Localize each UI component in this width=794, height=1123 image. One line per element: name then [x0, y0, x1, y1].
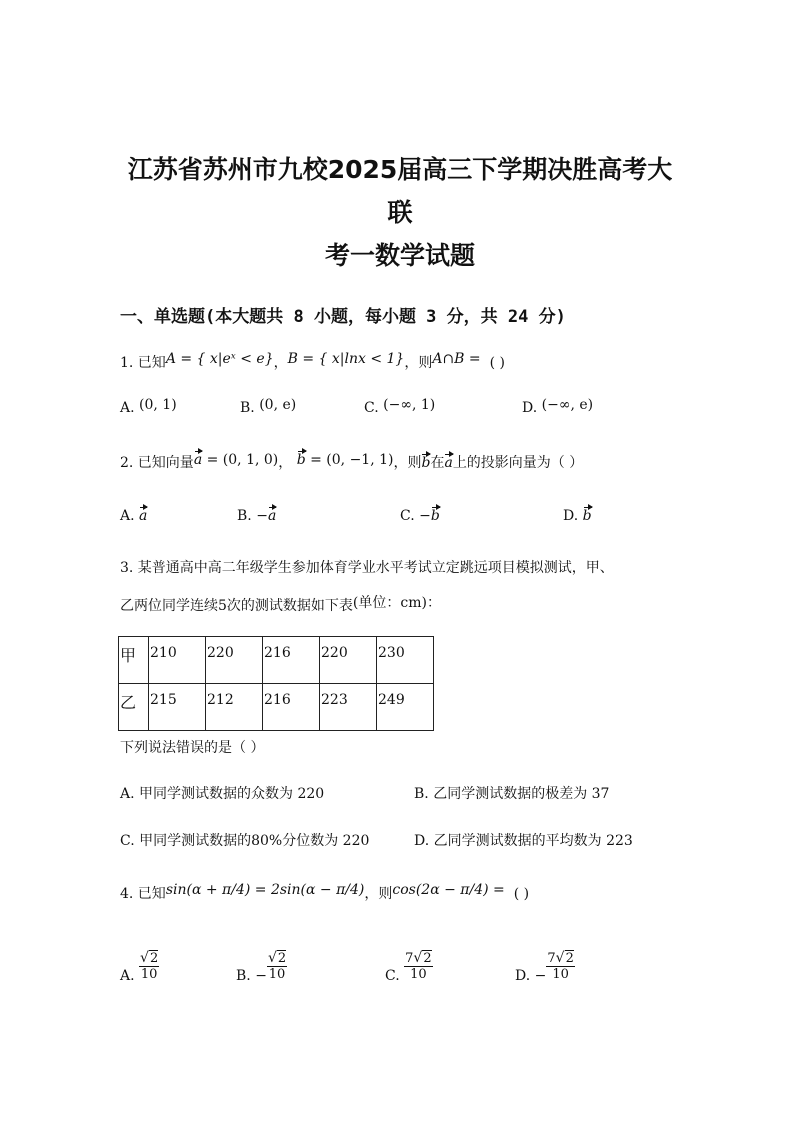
section-heading: 一、单选题(本大题共 8 小题，每小题 3 分，共 24 分) — [120, 307, 566, 327]
question-3-line-1: 3. 某普通高中高二年级学生参加体育学业水平考试立定跳远项目模拟测试，甲、 — [120, 560, 614, 576]
q4-then: ，则 — [364, 886, 393, 902]
q2-option-a[interactable] — [120, 506, 147, 526]
q2-option-c-sign: − — [419, 508, 431, 524]
q1-option-c-value: (−∞, 1) — [383, 397, 436, 413]
q2-vector-b: b — [296, 452, 306, 468]
q4-option-c-fraction: $\frac{7√2}{10}$ — [405, 950, 432, 982]
q4-option-d-label: D. — [515, 968, 531, 984]
document-title — [120, 148, 680, 277]
q4-option-c[interactable] — [385, 950, 433, 992]
q1-option-b[interactable] — [240, 398, 296, 418]
q1-option-a[interactable] — [120, 398, 177, 418]
table-cell: 230 — [377, 637, 434, 684]
q1-option-c[interactable] — [364, 398, 435, 418]
q1-set-b: B = { x|lnx < 1} — [287, 351, 405, 367]
q1-option-d[interactable] — [522, 398, 593, 418]
score-table — [118, 636, 434, 731]
q2-option-c[interactable] — [400, 506, 440, 526]
q1-option-d-value: (−∞, e) — [541, 397, 594, 413]
q2-option-c-label: C. — [400, 508, 415, 524]
q3-question: 下列说法错误的是（ ） — [120, 740, 265, 756]
q4-option-b-label: B. — [236, 968, 251, 984]
question-3-line-2 — [120, 596, 441, 616]
q4-option-b-fraction: $\frac{√2}{10}$ — [267, 950, 287, 982]
q1-option-b-value: (0, e) — [259, 397, 297, 413]
q2-option-b-sign: − — [256, 508, 268, 524]
table-row-label: 甲 — [119, 637, 149, 684]
table-cell: 220 — [206, 637, 263, 684]
q4-option-b[interactable] — [236, 950, 287, 992]
q4-option-a[interactable] — [120, 950, 159, 992]
q4-option-b-sign: − — [255, 968, 267, 984]
q2-b-value: = (0, −1, 1) — [305, 452, 394, 468]
q2-on: 在 — [430, 455, 445, 471]
q1-option-c-label: C. — [364, 400, 379, 416]
q2-option-d-label: D. — [563, 508, 579, 524]
q4-option-d-fraction: $\frac{7√2}{10}$ — [547, 950, 574, 982]
q3-unit: (单位：cm)： — [352, 595, 441, 611]
q4-option-d-sign: − — [534, 968, 547, 984]
question-4 — [120, 884, 529, 904]
q3-option-a[interactable]: A. 甲同学测试数据的众数为 220 — [120, 786, 325, 802]
q2-option-d[interactable] — [563, 506, 592, 526]
q1-mid: ，则 — [404, 355, 433, 371]
table-row-label: 乙 — [119, 684, 149, 731]
q1-comma: ， — [273, 355, 288, 371]
q3-line2-text: 乙两位同学连续5次的测试数据如下表 — [120, 598, 353, 614]
q1-option-b-label: B. — [240, 400, 255, 416]
q1-option-a-value: (0, 1) — [139, 397, 177, 413]
question-2 — [120, 453, 583, 473]
q2-comma: ， — [278, 455, 293, 471]
q2-a-value: = (0, 1, 0) — [202, 452, 279, 468]
q1-expr: A∩B = — [432, 351, 481, 367]
table-row — [119, 637, 434, 684]
q2-option-c-vector: b — [430, 508, 440, 524]
table-cell: 249 — [377, 684, 434, 731]
q4-option-a-label: A. — [120, 968, 135, 984]
q3-option-b[interactable]: B. 乙同学测试数据的极差为 37 — [414, 786, 610, 802]
q1-set-a: A = { x|eˣ < e} — [165, 351, 274, 367]
q1-paren: ( ) — [489, 355, 505, 371]
table-cell: 223 — [320, 684, 377, 731]
q2-option-b-label: B. — [237, 508, 252, 524]
q2-suffix: 上的投影向量为（ ） — [452, 455, 584, 471]
table-cell: 220 — [320, 637, 377, 684]
q2-option-a-label: A. — [120, 508, 135, 524]
q2-vector-b-ref: b — [421, 455, 431, 471]
q2-option-b-vector: a — [267, 508, 277, 524]
q1-option-d-label: D. — [522, 400, 538, 416]
q2-option-a-vector: a — [139, 508, 148, 524]
q4-option-c-label: C. — [385, 968, 400, 984]
q3-option-c[interactable]: C. 甲同学测试数据的80%分位数为 220 — [120, 833, 370, 849]
q2-prefix: 2. 已知向量 — [120, 455, 194, 471]
table-cell: 216 — [263, 684, 320, 731]
q2-then: ，则 — [393, 455, 422, 471]
q4-equation-1: sin(α + π/4) = 2sin(α − π/4) — [165, 882, 365, 898]
q1-option-a-label: A. — [120, 400, 135, 416]
q1-prefix: 1. 已知 — [120, 355, 166, 371]
table-cell: 210 — [149, 637, 206, 684]
table-cell: 212 — [206, 684, 263, 731]
q4-equation-2: cos(2α − π/4) = — [392, 882, 505, 898]
table-row — [119, 684, 434, 731]
q3-option-d[interactable]: D. 乙同学测试数据的平均数为 223 — [414, 833, 633, 849]
q2-vector-a-ref: a — [444, 455, 453, 471]
table-cell: 215 — [149, 684, 206, 731]
q2-vector-a: a — [193, 452, 203, 468]
table-cell: 216 — [263, 637, 320, 684]
q4-option-a-fraction: $\frac{√2}{10}$ — [140, 950, 159, 982]
q4-paren: ( ) — [513, 886, 530, 902]
q2-option-d-vector: b — [582, 508, 592, 524]
question-1 — [120, 353, 505, 373]
q4-prefix: 4. 已知 — [120, 886, 166, 902]
q4-option-d[interactable] — [515, 950, 575, 992]
title-line-2: 考一数学试题 — [324, 241, 475, 270]
title-line-1: 江苏省苏州市九校2025届高三下学期决胜高考大联 — [127, 155, 673, 227]
q2-option-b[interactable] — [237, 506, 276, 526]
